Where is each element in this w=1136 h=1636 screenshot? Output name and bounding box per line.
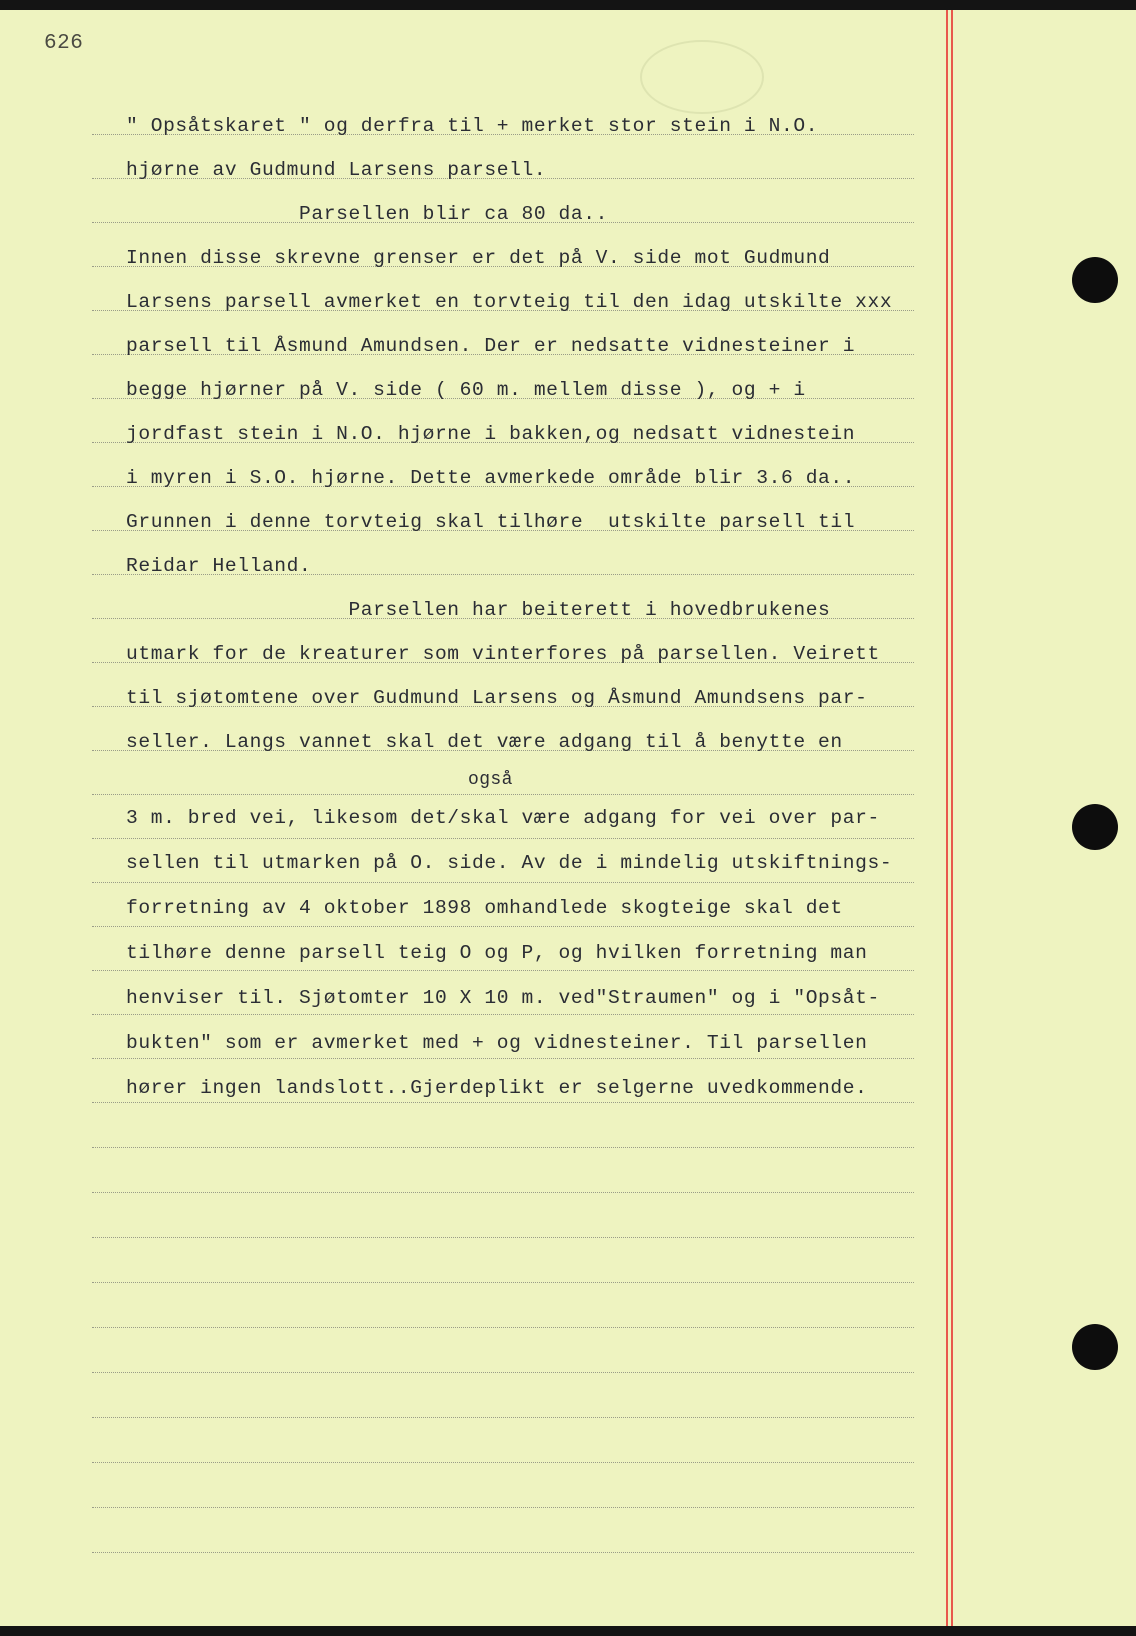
ruled-line	[92, 1192, 914, 1193]
text-line: Larsens parsell avmerket en torvteig til den idag utskilte xxx	[126, 291, 893, 313]
text-line: henviser til. Sjøtomter 10 X 10 m. ved"Straumen" og i "Opsåt-	[126, 987, 880, 1009]
scan-border-bottom	[0, 1626, 1136, 1636]
ruled-line	[92, 1327, 914, 1328]
ruled-line	[92, 838, 914, 839]
ledger-page	[0, 10, 1136, 1626]
scan-border-top	[0, 0, 1136, 10]
interlinear-insertion: også	[468, 770, 513, 790]
punch-hole-bottom	[1072, 1324, 1118, 1370]
text-line: 3 m. bred vei, likesom det/skal være adgang for vei over par-	[126, 807, 880, 829]
text-line: begge hjørner på V. side ( 60 m. mellem disse ), og + i	[126, 379, 806, 401]
faint-stamp-mark	[640, 40, 764, 114]
text-line: tilhøre denne parsell teig O og P, og hvilken forretning man	[126, 942, 868, 964]
text-line: parsell til Åsmund Amundsen. Der er nedsatte vidnesteiner i	[126, 335, 856, 357]
ruled-line	[92, 1147, 914, 1148]
ruled-line	[92, 1058, 914, 1059]
ruled-line	[92, 1462, 914, 1463]
text-line: Reidar Helland.	[126, 555, 312, 577]
punch-hole-top	[1072, 257, 1118, 303]
text-line: Parsellen blir ca 80 da..	[126, 203, 608, 225]
ruled-line	[92, 1014, 914, 1015]
text-line: sellen til utmarken på O. side. Av de i mindelig utskiftnings-	[126, 852, 893, 874]
ruled-line	[92, 1372, 914, 1373]
text-line: bukten" som er avmerket med + og vidnesteiner. Til parsellen	[126, 1032, 868, 1054]
text-line: Grunnen i denne torvteig skal tilhøre utskilte parsell til	[126, 511, 856, 533]
text-line: hører ingen landslott..Gjerdeplikt er selgerne uvedkommende.	[126, 1077, 868, 1099]
text-line: utmark for de kreaturer som vinterfores på parsellen. Veirett	[126, 643, 880, 665]
ruled-line	[92, 1237, 914, 1238]
text-line: til sjøtomtene over Gudmund Larsens og Åsmund Amundsens par-	[126, 687, 868, 709]
ruled-line	[92, 926, 914, 927]
text-line: Innen disse skrevne grenser er det på V. side mot Gudmund	[126, 247, 831, 269]
ruled-line	[92, 882, 914, 883]
ruled-line	[92, 970, 914, 971]
ruled-line	[92, 1102, 914, 1103]
text-line: seller. Langs vannet skal det være adgang til å benytte en	[126, 731, 843, 753]
text-line: jordfast stein i N.O. hjørne i bakken,og nedsatt vidnestein	[126, 423, 856, 445]
ruled-line	[92, 1282, 914, 1283]
text-line: hjørne av Gudmund Larsens parsell.	[126, 159, 547, 181]
ruled-line	[92, 794, 914, 795]
ruled-line	[92, 1417, 914, 1418]
page-number: 626	[44, 32, 84, 55]
text-line: " Opsåtskaret " og derfra til + merket stor stein i N.O.	[126, 115, 819, 137]
ruled-line	[92, 1507, 914, 1508]
punch-hole-middle	[1072, 804, 1118, 850]
text-line: i myren i S.O. hjørne. Dette avmerkede område blir 3.6 da..	[126, 467, 856, 489]
ruled-line	[92, 1552, 914, 1553]
text-line: Parsellen har beiterett i hovedbrukenes	[126, 599, 831, 621]
text-line: forretning av 4 oktober 1898 omhandlede skogteige skal det	[126, 897, 843, 919]
